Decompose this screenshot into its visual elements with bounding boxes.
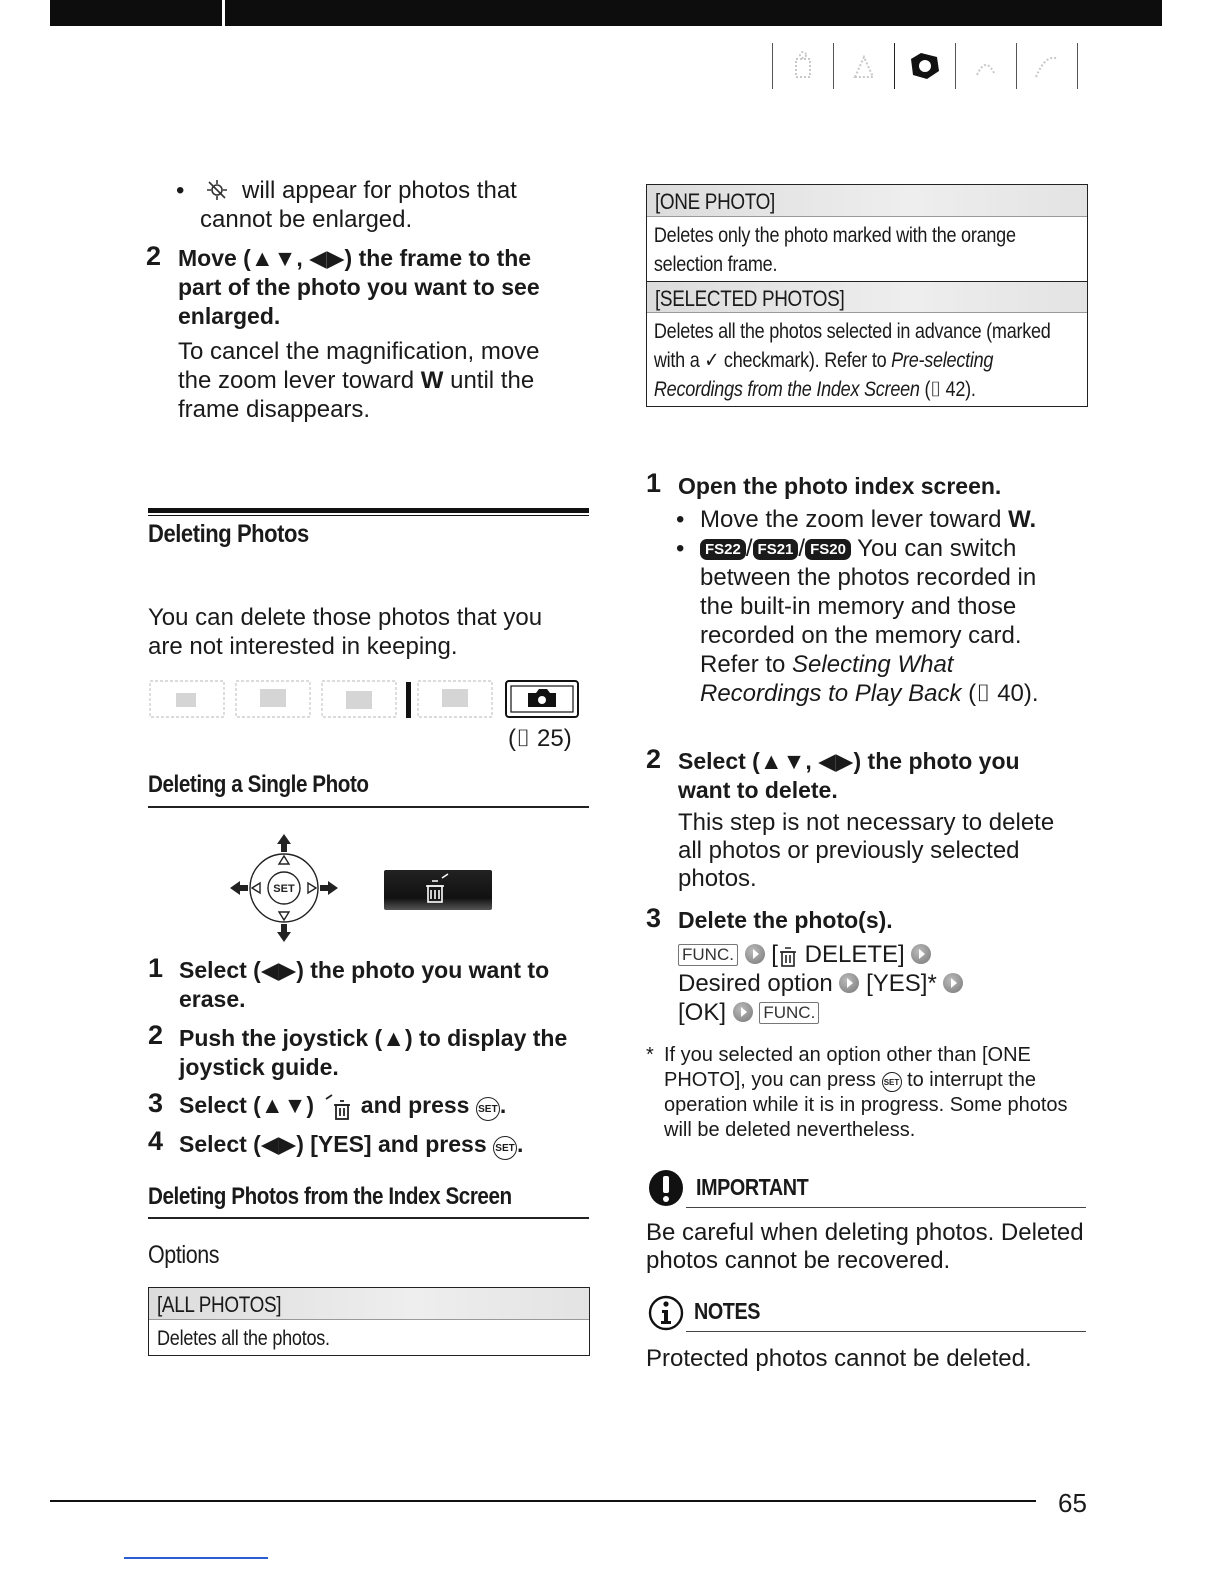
- subheading-index-screen: Deleting Photos from the Index Screen: [148, 1183, 512, 1210]
- step3-procedure: FUNC. [ DELETE] Desired option [YES]* [OK] FUNC.: [678, 940, 1078, 1027]
- photo-playback-icon: [956, 43, 1016, 89]
- top-header-bar: [50, 0, 1162, 26]
- set-button-icon: SET: [882, 1072, 902, 1092]
- set-button-icon: SET: [476, 1097, 500, 1121]
- func-button: FUNC.: [759, 1002, 819, 1024]
- option-all-photos-label: [ALL PHOTOS]: [157, 1292, 282, 1317]
- no-enlarge-icon: [203, 178, 231, 209]
- step-number: 2: [146, 241, 162, 271]
- arrow-icon: [943, 973, 963, 993]
- step-select-photo: Select (◀▶) the photo you want to erase.: [179, 957, 550, 1012]
- section-title: Deleting Photos: [148, 520, 309, 548]
- applicable-modes-row: [148, 679, 588, 719]
- option-all-photos-desc: Deletes all the photos.: [157, 1327, 330, 1350]
- step-delete-photos: Delete the photo(s).: [678, 907, 893, 933]
- step2-note: This step is not necessary to delete all photos or previously selected photos.: [678, 809, 1055, 892]
- options-table-right: [646, 184, 1088, 407]
- step-select-delete: Select (▲▼) and press SET.: [179, 1091, 589, 1121]
- info-notes-icon: [648, 1293, 688, 1333]
- step-open-index: Open the photo index screen.: [678, 473, 1002, 499]
- page-number: 65: [1058, 1488, 1087, 1518]
- arrow-icon: [733, 1002, 753, 1022]
- joystick-icon: [228, 832, 348, 944]
- footer-rule: [50, 1500, 1036, 1502]
- step-push-joystick: Push the joystick (▲) to display the joystick guide.: [179, 1025, 568, 1080]
- delete-trash-icon: [320, 1093, 354, 1121]
- step-move-frame: Move (▲▼, ◀▶) the frame to the part of the photo you want to see enlarged.: [178, 245, 540, 329]
- set-button-icon: SET: [493, 1136, 517, 1160]
- arrow-icon: [745, 944, 765, 964]
- func-button: FUNC.: [678, 944, 738, 966]
- model-badge-fs21: FS21: [753, 539, 799, 560]
- important-icon: [648, 1169, 684, 1207]
- joystick-guide-delete-icon: [384, 870, 492, 910]
- option-selected-photos-desc: Deletes all the photos selected in advance (marked with a ✓ checkmark). Refer to Pre-selecting Recordings from the Index Screen (⌷ 42).: [653, 320, 1051, 401]
- trash-icon: [778, 945, 798, 967]
- settings-mode-icon: [1017, 43, 1077, 89]
- option-one-photo-desc: Deletes only the photo marked with the orange selection frame.: [653, 224, 1016, 276]
- arrow-icon: [911, 944, 931, 964]
- arrow-icon: [839, 973, 859, 993]
- svg-text:SET: SET: [273, 883, 295, 895]
- bullet-not-enlarged: • will appear for photos that cannot be enlarged.: [176, 176, 576, 234]
- option-one-photo-label: [ONE PHOTO]: [655, 189, 775, 214]
- step-select-photo-delete: Select (▲▼, ◀▶) the photo you want to delete.: [678, 748, 1020, 803]
- important-title: IMPORTANT: [696, 1174, 809, 1200]
- step-move-note: To cancel the magnification, move the zoom lever toward W until the frame disappears.: [178, 338, 540, 423]
- subheading-single-photo: Deleting a Single Photo: [148, 771, 369, 798]
- model-badge-fs22: FS22: [700, 539, 746, 560]
- options-heading: Options: [148, 1241, 220, 1269]
- notes-text: Protected photos cannot be deleted.: [646, 1345, 1032, 1372]
- option-selected-photos-label: [SELECTED PHOTOS]: [655, 286, 845, 311]
- section-rule: [148, 508, 589, 513]
- mode-icons-strip: [772, 40, 1088, 92]
- intro-text: You can delete those photos that you are not interested in keeping.: [148, 604, 543, 660]
- model-badge-fs20: FS20: [805, 539, 851, 560]
- notes-title: NOTES: [694, 1298, 760, 1324]
- step1-bullet-zoom: • Move the zoom lever toward W.: [676, 506, 1037, 533]
- bullet-text: will appear for photos that cannot be enlarged.: [200, 177, 517, 233]
- footnote: * If you selected an option other than [ONE PHOTO], you can press SET to interrupt the operation while it is in progress. Some photos will be deleted nevertheless.: [646, 1044, 1068, 1141]
- bottom-mark: [124, 1557, 268, 1559]
- photo-camera-icon: [895, 43, 955, 89]
- important-text: Be careful when deleting photos. Deleted photos cannot be recovered.: [646, 1219, 1084, 1274]
- movie-playback-icon: [834, 43, 894, 89]
- mode-page-ref: (⌷ 25): [508, 725, 572, 752]
- checkmark-icon: ✓: [704, 349, 720, 372]
- step-select-yes: Select (◀▶) [YES] and press SET.: [179, 1130, 589, 1160]
- movie-camera-icon: [773, 43, 833, 89]
- step1-bullet-memory: • FS22 / FS21 / FS20 You can switch between the photos recorded in the built-in memory and those recorded on the memory card. Refer to Selecting What Recordings to Play Back (⌷ 40).: [676, 535, 1039, 707]
- options-table-all: [148, 1287, 590, 1356]
